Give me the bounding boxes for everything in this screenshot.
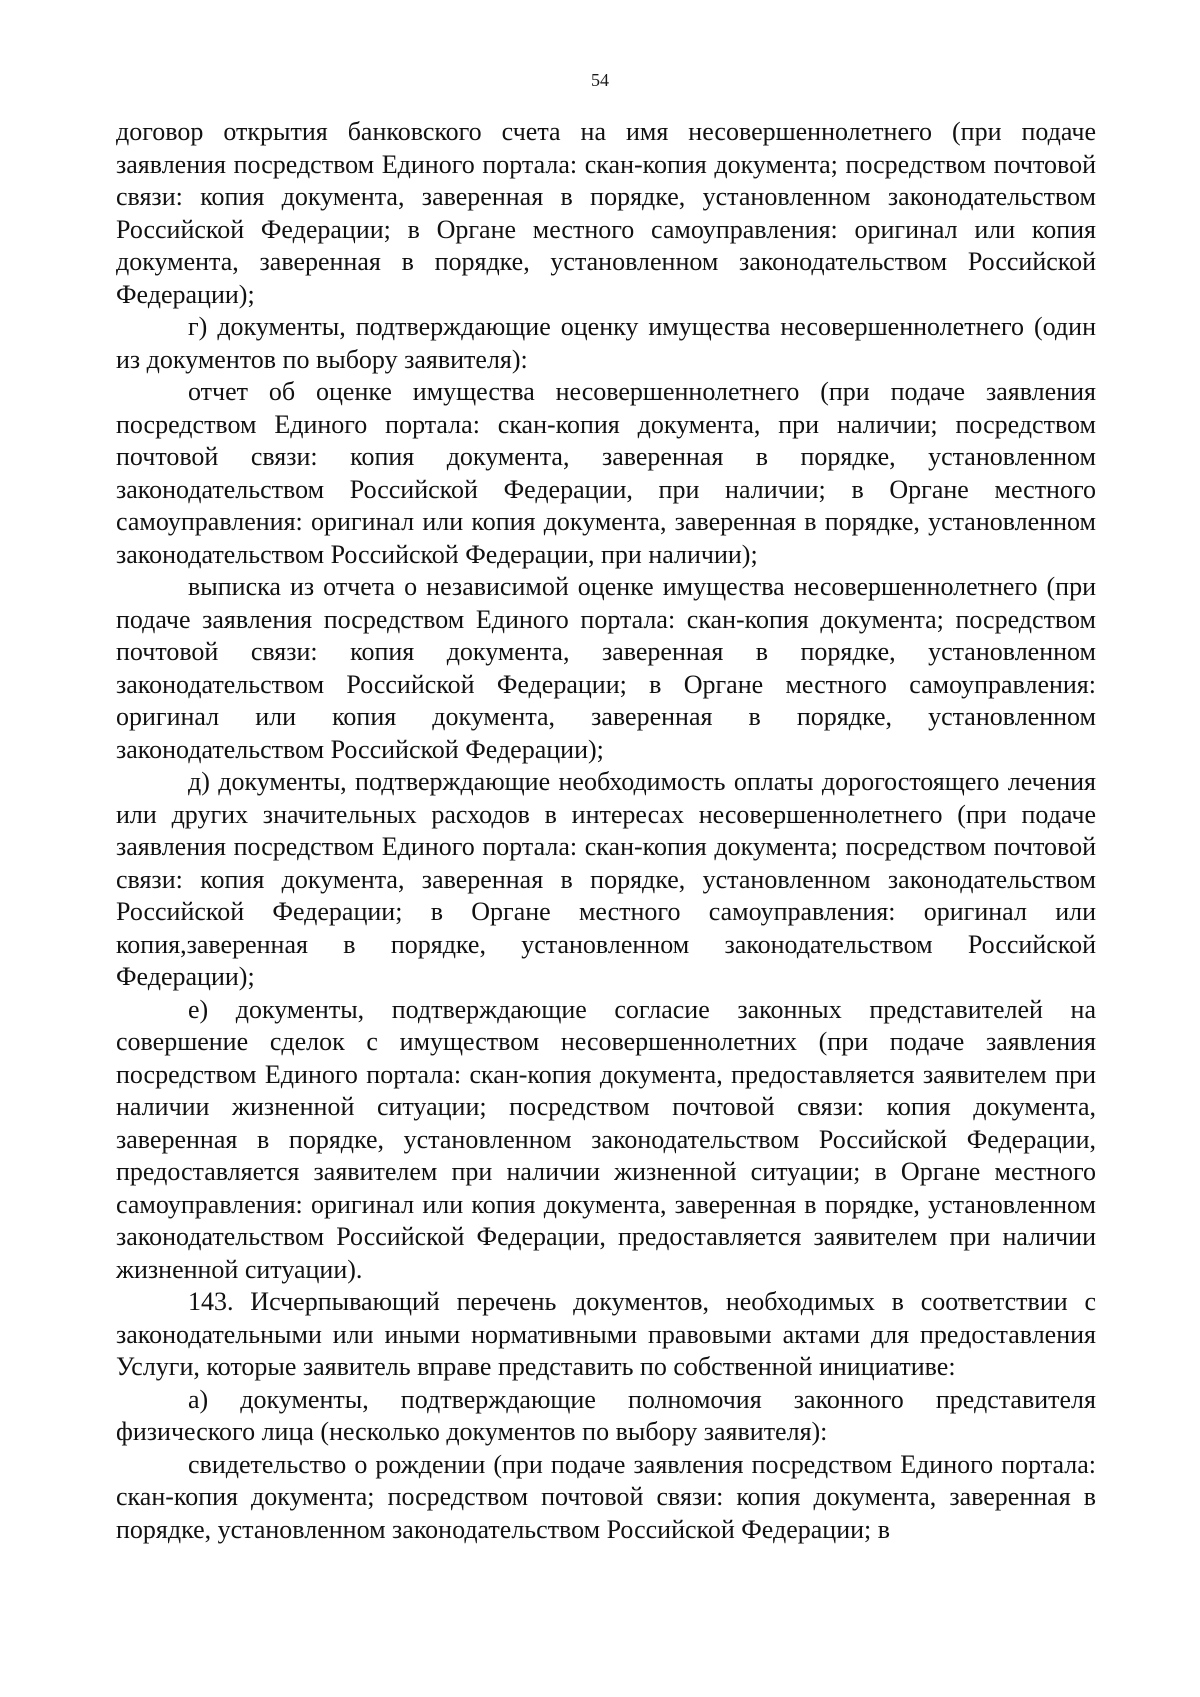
paragraph-bank-account-contract: договор открытия банковского счета на имя несовершеннолетнего (при подаче заявления посредством Единого портала: скан-копия документа; посредством почтовой связи: копия документа, заверенная в порядке, установленном законодательством Российской Федерации; в Органе местного самоуправления: оригинал или копия документа, заверенная в порядке, установленном законодательством Российской Федерации);	[116, 117, 1096, 309]
paragraph-item-d: д) документы, подтверждающие необходимость оплаты дорогостоящего лечения или других значительных расходов в интересах несовершеннолетнего (при подаче заявления посредством Единого портала: скан-копия документа; посредством почтовой связи: копия документа, заверенная в порядке, установленном законодательством Российской Федерации; в Органе местного самоуправления: оригинал или копия,заверенная в порядке, установленном законодательством Российской Федерации);	[116, 767, 1096, 991]
paragraph-item-e: е) документы, подтверждающие согласие законных представителей на совершение сделок с имуществом несовершеннолетних (при подаче заявления посредством Единого портала: скан-копия документа, предоставляется заявителем при наличии жизненной ситуации; посредством почтовой связи: копия документа, заверенная в порядке, установленном законодательством Российской Федерации, предоставляется заявителем при наличии жизненной ситуации; в Органе местного самоуправления: оригинал или копия документа, заверенная в порядке, установленном законодательством Российской Федерации, предоставляется заявителем при наличии жизненной ситуации).	[116, 994, 1096, 1284]
paragraph-item-g: г) документы, подтверждающие оценку имущества несовершеннолетнего (один из документов по выбору заявителя):	[116, 312, 1096, 374]
paragraph-item-a: а) документы, подтверждающие полномочия законного представителя физического лица (несколько документов по выбору заявителя):	[116, 1384, 1096, 1446]
paragraph-birth-certificate: свидетельство о рождении (при подаче заявления посредством Единого портала: скан-копия документа; посредством почтовой связи: копия документа, заверенная в порядке, установленном законодательством Российской Федерации; в	[116, 1449, 1096, 1544]
paragraph-section-143: 143. Исчерпывающий перечень документов, необходимых в соответствии с законодательными или иными нормативными правовыми актами для предоставления Услуги, которые заявитель вправе представить по собственной инициативе:	[116, 1287, 1096, 1381]
paragraph-valuation-extract: выписка из отчета о независимой оценке имущества несовершеннолетнего (при подаче заявления посредством Единого портала: скан-копия документа; посредством почтовой связи: копия документа, заверенная в порядке, установленном законодательством Российской Федерации; в Органе местного самоуправления: оригинал или копия документа, заверенная в порядке, установленном законодательством Российской Федерации);	[116, 572, 1096, 764]
page-number: 54	[591, 70, 609, 90]
document-body	[116, 116, 1096, 1546]
paragraph-valuation-report: отчет об оценке имущества несовершеннолетнего (при подаче заявления посредством Единого портала: скан-копия документа, при наличии; посредством почтовой связи: копия документа, заверенная в порядке, установленном законодательством Российской Федерации, при наличии; в Органе местного самоуправления: оригинал или копия документа, заверенная в порядке, установленном законодательством Российской Федерации, при наличии);	[116, 377, 1096, 569]
